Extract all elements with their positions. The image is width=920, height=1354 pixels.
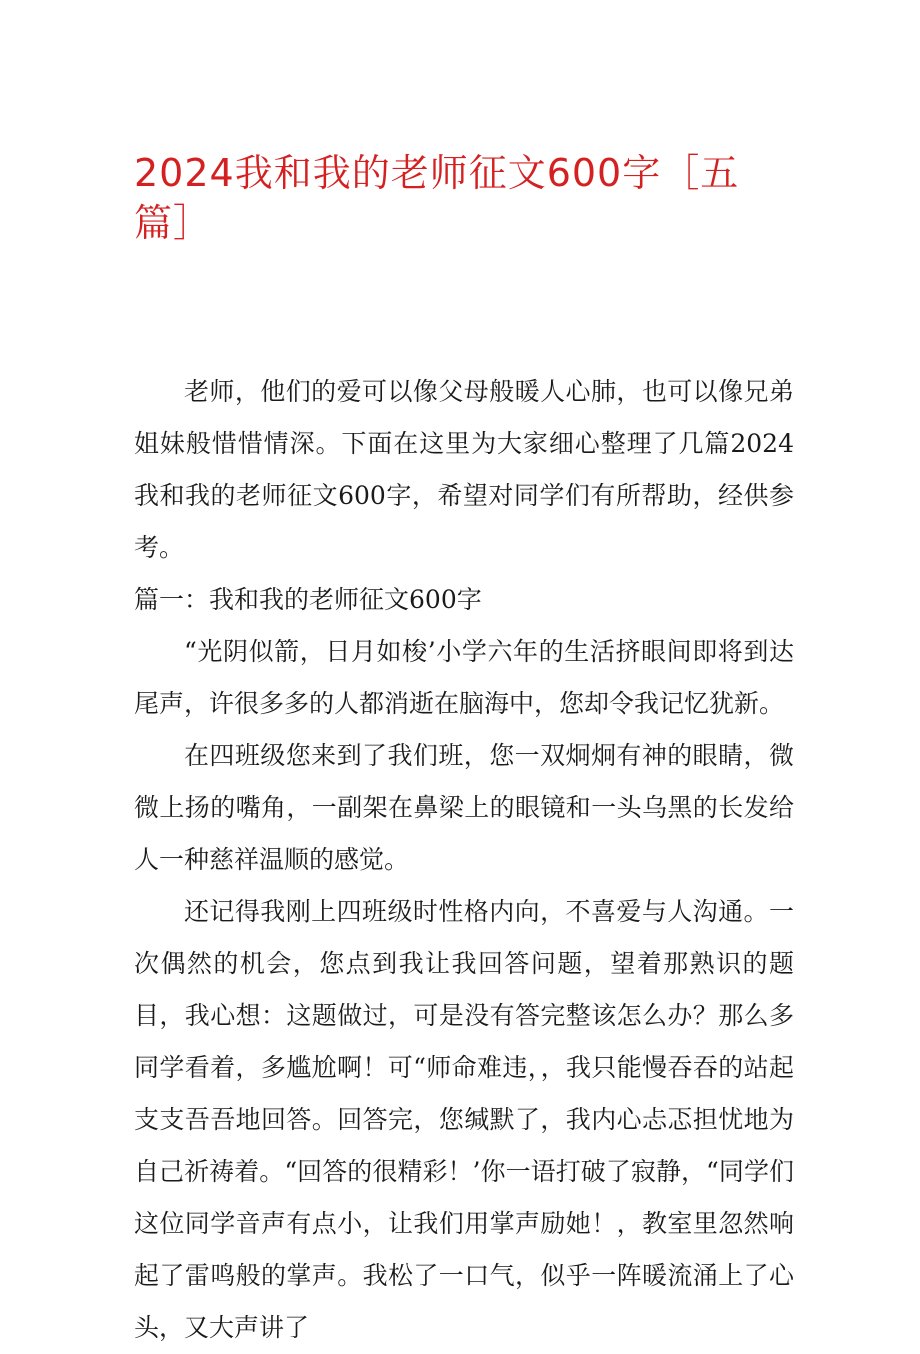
body-paragraph: 还记得我刚上四班级时性格内向，不喜爱与人沟通。一次偶然的机会，您点到我让我回答问题，望着那熟识的题目，我心想：这题做过，可是没有答完整该怎么办？那么多同学看着，多尴尬啊！可“师命难违，，我只能慢吞吞的站起支支吾吾地回答。回答完，您缄默了，我内心忐忑担忧地为自己祈祷着。“回答的很精彩！’你一语打破了寂静，“同学们这位同学音声有点小，让我们用掌声励她！，教室里忽然响起了雷鸣般的掌声。我松了一口气，似乎一阵暖流涌上了心头，又大声讲了: [134, 897, 794, 1342]
document-body: [134, 366, 794, 1354]
body-paragraph: “光阴似箭，日月如梭’小学六年的生活挤眼间即将到达尾声，许很多多的人都消逝在脑海中，您却令我记忆犹新。: [134, 637, 794, 718]
section-heading: 篇一：我和我的老师征文600字: [134, 585, 482, 614]
document-title: 2024我和我的老师征文600字［五篇］: [134, 151, 740, 245]
body-paragraph: 在四班级您来到了我们班，您一双炯炯有神的眼睛，微微上扬的嘴角，一副架在鼻梁上的眼镜和一头乌黑的长发给人一种慈祥温顺的感觉。: [134, 741, 794, 874]
intro-paragraph: 老师，他们的爱可以像父母般暖人心肺，也可以像兄弟姐妹般惜惜情深。下面在这里为大家细心整理了几篇2024我和我的老师征文600字，希望对同学们有所帮助，经供参考。: [134, 377, 794, 562]
